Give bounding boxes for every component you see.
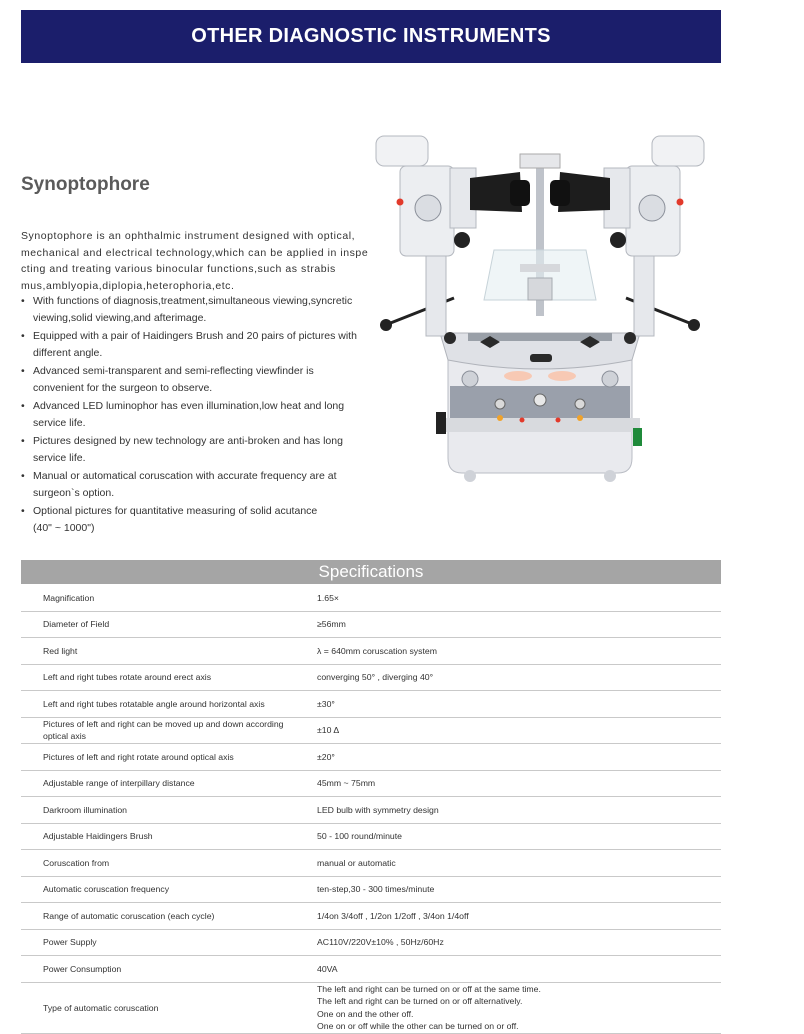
product-description <box>21 228 379 294</box>
spec-name: Left and right tubes rotate around erect axis <box>43 672 212 683</box>
bullet-icon: • <box>21 470 25 482</box>
section-banner <box>21 10 721 63</box>
spec-value <box>317 751 707 764</box>
spec-value-line: One on and the other off. <box>317 1008 414 1019</box>
spec-value <box>317 963 707 976</box>
description-line: mus,amblyopia,diplopia,heterophoria,etc. <box>21 279 235 292</box>
spec-name: Adjustable range of interpillary distance <box>43 778 195 789</box>
spec-value <box>317 592 707 605</box>
spec-value-line: 40VA <box>317 963 338 974</box>
spec-name: Adjustable Haidingers Brush <box>43 831 153 842</box>
spec-value <box>317 671 707 684</box>
spec-value <box>317 883 707 896</box>
bullet-icon: • <box>21 365 25 377</box>
specifications-title: Specifications <box>318 562 424 581</box>
bullet-icon: • <box>21 400 25 412</box>
spec-name: Diameter of Field <box>43 619 110 630</box>
spec-value-line: LED bulb with symmetry design <box>317 804 439 815</box>
spec-name: Automatic coruscation frequency <box>43 884 170 895</box>
spec-row <box>21 718 721 745</box>
feature-list <box>21 293 381 538</box>
spec-row <box>21 956 721 983</box>
spec-value <box>317 618 707 631</box>
spec-name: Pictures of left and right can be moved up and down according optical axis <box>43 719 284 742</box>
feature-item: • Optional pictures for quantitative measuring of solid acutance (40" ~ 1000") <box>21 505 318 534</box>
feature-item: • Advanced semi-transparent and semi-reflecting viewfinder is convenient for the surgeon to observe. <box>21 365 314 394</box>
bullet-icon: • <box>21 330 25 342</box>
specifications-header <box>21 560 721 584</box>
feature-item: • Pictures designed by new technology are anti-broken and has long service life. <box>21 435 343 464</box>
spec-row <box>21 691 721 718</box>
description-line: cting and treating various binocular functions,such as strabis <box>21 263 336 275</box>
spec-row <box>21 983 721 1034</box>
spec-value <box>317 936 707 949</box>
spec-row <box>21 585 721 612</box>
synoptophore-product-image <box>370 128 710 484</box>
feature-item: • With functions of diagnosis,treatment,simultaneous viewing,syncretic viewing,solid viewing,and afterimage. <box>21 295 353 324</box>
spec-value-line: ten-step,30 - 300 times/minute <box>317 884 435 894</box>
spec-value-line: One on or off while the other can be turned on or off. <box>317 1021 519 1031</box>
spec-value <box>317 910 707 923</box>
spec-value-line: The left and right can be turned on or off alternatively. <box>317 996 523 1006</box>
spec-value-line: λ = 640mm coruscation system <box>317 645 437 656</box>
spec-value-line: 1.65× <box>317 592 339 603</box>
spec-value-line: 50 - 100 round/minute <box>317 831 403 841</box>
spec-value-line: ≥56mm <box>317 619 346 629</box>
spec-name: Darkroom illumination <box>43 804 128 815</box>
spec-value-line: 45mm ~ 75mm <box>317 778 376 788</box>
spec-name: Red light <box>43 645 78 656</box>
spec-value-line: ±30° <box>317 698 335 709</box>
spec-name: Magnification <box>43 592 95 603</box>
spec-row <box>21 638 721 665</box>
specifications-table <box>21 585 721 1034</box>
spec-row <box>21 797 721 824</box>
bullet-icon: • <box>21 505 25 517</box>
spec-value-line: manual or automatic <box>317 857 396 868</box>
spec-value-line: ±10 Δ <box>317 725 340 735</box>
spec-value <box>317 724 707 737</box>
spec-name: Range of automatic coruscation (each cycle) <box>43 910 215 921</box>
spec-name: Type of automatic coruscation <box>43 1002 159 1013</box>
spec-value <box>317 804 707 817</box>
spec-value <box>317 777 707 790</box>
spec-row <box>21 612 721 639</box>
spec-row <box>21 877 721 904</box>
feature-item: • Advanced LED luminophor has even illumination,low heat and long service life. <box>21 400 345 429</box>
spec-value-line: 1/4on 3/4off , 1/2on 1/2off , 3/4on 1/4off <box>317 910 469 921</box>
spec-row <box>21 744 721 771</box>
spec-value <box>317 645 707 658</box>
spec-value <box>317 857 707 870</box>
spec-value-line: ±20° <box>317 751 335 762</box>
spec-value-line: The left and right can be turned on or off at the same time. <box>317 983 541 994</box>
spec-name: Pictures of left and right rotate around optical axis <box>43 751 234 762</box>
spec-row <box>21 903 721 930</box>
spec-name: Coruscation from <box>43 857 110 868</box>
spec-value-line: converging 50° , diverging 40° <box>317 672 434 682</box>
spec-row <box>21 824 721 851</box>
feature-item: • Equipped with a pair of Haidingers Brush and 20 pairs of pictures with different angle. <box>21 330 357 359</box>
spec-row <box>21 850 721 877</box>
product-title: Synoptophore <box>21 174 150 195</box>
spec-row <box>21 930 721 957</box>
spec-row <box>21 665 721 692</box>
spec-value-line: AC110V/220V±10% , 50Hz/60Hz <box>317 937 444 947</box>
feature-item: • Manual or automatical coruscation with accurate frequency are at surgeon`s option. <box>21 470 337 499</box>
spec-name: Power Consumption <box>43 963 122 974</box>
description-line: mechanical and electrical technology,which can be applied in inspe <box>21 246 369 259</box>
bullet-icon: • <box>21 295 25 307</box>
spec-value <box>317 698 707 711</box>
spec-name: Left and right tubes rotatable angle around horizontal axis <box>43 698 265 709</box>
spec-row <box>21 771 721 798</box>
description-line: Synoptophore is an ophthalmic instrument designed with optical, <box>21 230 356 242</box>
spec-name: Power Supply <box>43 937 97 948</box>
bullet-icon: • <box>21 435 25 447</box>
spec-value <box>317 983 707 1033</box>
section-title: OTHER DIAGNOSTIC INSTRUMENTS <box>191 25 551 47</box>
spec-value <box>317 830 707 843</box>
